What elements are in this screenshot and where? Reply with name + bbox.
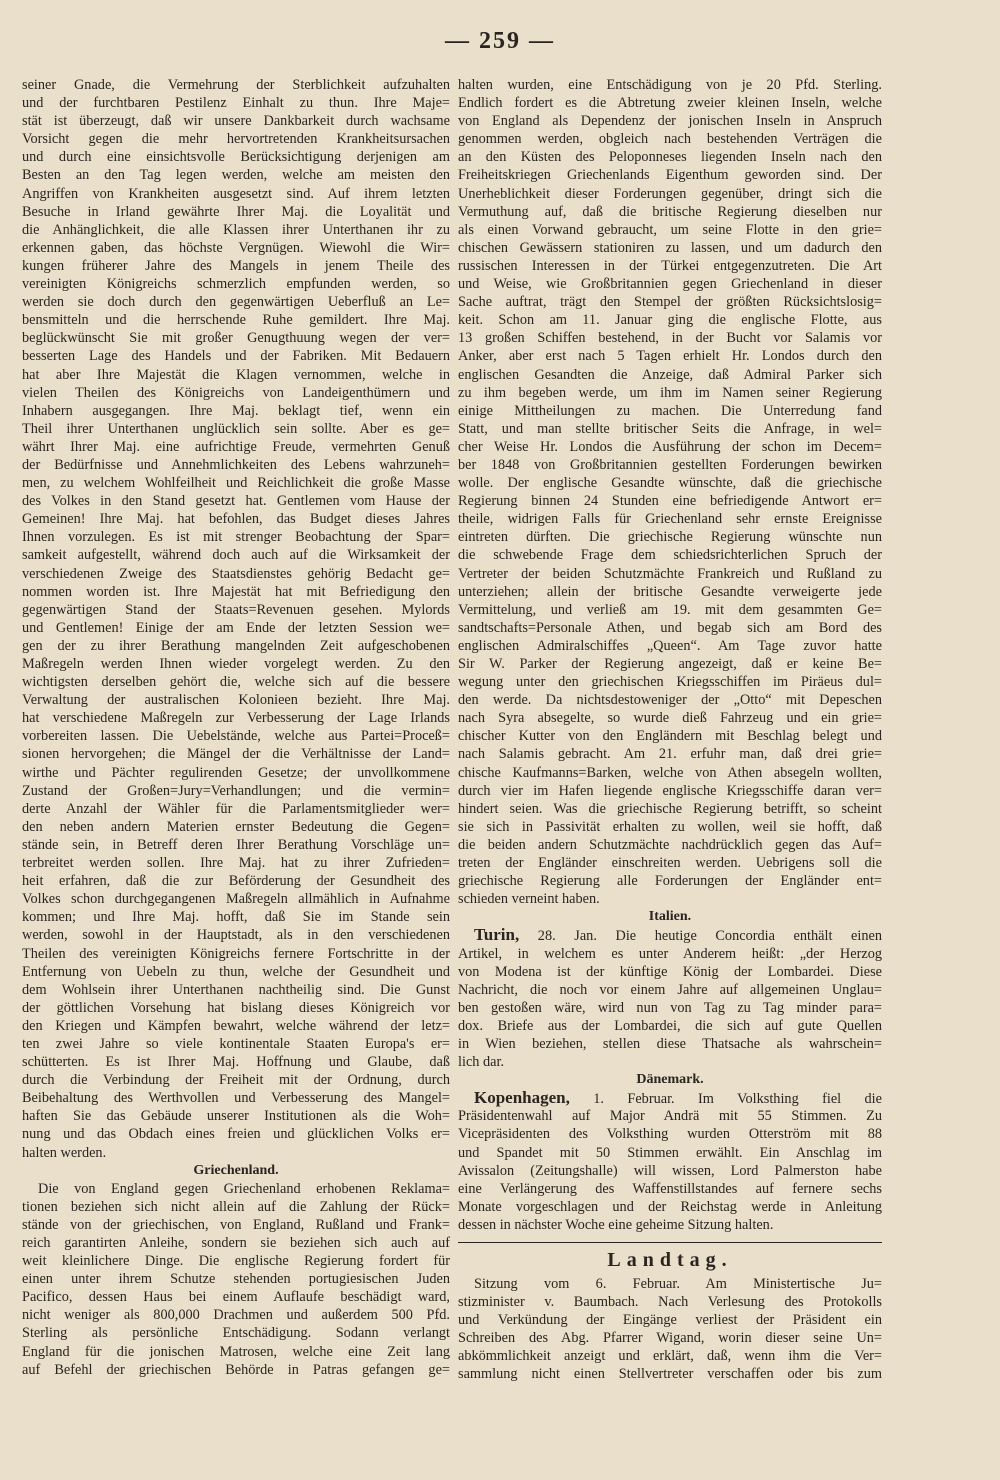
text-line — [22, 1071, 450, 1089]
line-text: Zustand der Großen=Jury=Verhandlungen; und die vermin= — [22, 782, 450, 799]
text-line — [22, 510, 450, 528]
dateline-place: Turin, — [474, 926, 520, 945]
text-line — [458, 384, 882, 402]
line-text: England für die jonischen Matrosen, welche eine Zeit lang — [22, 1343, 450, 1360]
line-text: Schreiben des Abg. Pfarrer Wigand, worin dieser seine Un= — [458, 1330, 882, 1347]
line-text: Avissalon (Zeitungshalle) will wissen, Lord Palmerston habe — [458, 1162, 882, 1179]
text-line — [22, 311, 450, 329]
line-text: verschiedenen Zweige des Staatsdienstes gehörig Bedacht ge= — [22, 565, 450, 582]
text-line — [458, 1216, 882, 1234]
line-text: die schwebende Frage dem schiedsrichterlichen Spruch der — [458, 547, 882, 564]
text-line — [22, 1234, 450, 1252]
line-text: währt Ihrer Maj. eine aufrichtige Freude, vermehrten Genuß — [22, 438, 450, 455]
text-line — [458, 528, 882, 546]
text-line — [458, 148, 882, 166]
line-text: einige Mittheilungen zu machen. Die Unterredung fand — [458, 402, 882, 419]
text-line — [22, 546, 450, 564]
text-line — [22, 727, 450, 745]
line-text: russischen Interessen in der Türkei entgegenzutreten. Die Art — [458, 257, 882, 274]
line-text: keit. Schon am 11. Januar ging die englische Flotte, aus — [458, 312, 882, 329]
line-text: abkömmlichkeit anzeigt und erklärt, daß, wenn ihm die Ver= — [458, 1348, 882, 1365]
line-text: vorbereiten lassen. Die Uebelstände, welche aus Partei=Proceß= — [22, 728, 450, 745]
section-title: Landtag. — [607, 1249, 733, 1271]
line-text: Verwaltung der australischen Kolonieen bezieht. Ihre Maj. — [22, 692, 450, 709]
left-column — [22, 76, 450, 1379]
text-line — [458, 709, 882, 727]
text-line — [22, 1324, 450, 1342]
text-line — [458, 836, 882, 854]
text-line — [22, 782, 450, 800]
line-text: von England als Dependenz der jonischen Inseln in Anspruch — [458, 113, 882, 130]
text-line — [22, 691, 450, 709]
line-text: Volkes schon durchgegangenen Maßregeln allmählich in Aufnahme — [22, 891, 450, 908]
text-line — [22, 257, 450, 275]
line-text: an den Küsten des Peloponneses liegenden Inseln nach den — [458, 149, 882, 166]
text-line — [22, 185, 450, 203]
line-text: dem Wohlsein ihrer Unterthanen nachtheilig sind. Die Gunst — [22, 981, 450, 998]
text-line — [458, 818, 882, 836]
line-text: besserten Lage des Handels und der Fabriken. Mit Bedauern — [22, 348, 450, 365]
text-line — [22, 1216, 450, 1234]
text-line — [458, 402, 882, 420]
text-line — [458, 1198, 882, 1216]
line-text: Vertreter der beiden Schutzmächte Frankreich und Rußland zu — [458, 565, 882, 582]
line-text: stände von der griechischen, von England, Rußland und Frank= — [22, 1216, 450, 1233]
line-text: wolle. Der englische Gesandte wünschte, daß die griechische — [458, 475, 882, 492]
line-text: Beibehaltung des Werthvollen und Verbesserung des Mangel= — [22, 1090, 450, 1107]
text-line — [22, 745, 450, 763]
line-text: schieden verneint haben. — [458, 891, 600, 908]
text-line — [22, 221, 450, 239]
text-line — [458, 239, 882, 257]
line-text: nach Salamis gebracht. Am 21. erfuhr man, daß drei grie= — [458, 746, 882, 763]
text-line — [458, 999, 882, 1017]
line-text: haften Sie das Gebäude unserer Institutionen als die Woh= — [22, 1108, 450, 1125]
text-line — [22, 818, 450, 836]
line-text: des Volkes in den Stand gesetzt hat. Gentlemen vom Hause der — [22, 493, 450, 510]
line-text: nach Syra absegelte, so wurde dieß Fahrzeug und ein grie= — [458, 710, 882, 727]
text-line — [22, 112, 450, 130]
line-text: wegung unter den griechischen Kriegsschiffen im Piräeus dul= — [458, 674, 882, 691]
line-text: der Bedürfnisse und Annehmlichkeiten des Lebens wahrzuneh= — [22, 456, 450, 473]
line-text: Präsidentenwahl auf Major Andrä mit 55 Stimmen. Zu — [458, 1108, 882, 1125]
text-line — [458, 1347, 882, 1365]
line-text: von Modena ist der künftige König der Lombardei. Diese — [458, 963, 882, 980]
text-line — [458, 854, 882, 872]
line-text: Theilen des vereinigten Königreichs fernere Fortschritte in der — [22, 945, 450, 962]
line-text: englischen Admiralschiffes „Queen“. Am Tage zuvor hatte — [458, 637, 882, 654]
text-line — [22, 619, 450, 637]
text-line — [458, 1329, 882, 1347]
text-line — [458, 673, 882, 691]
line-text: wirthe und Pächter regulirenden Gesetze; der unvollkommene — [22, 764, 450, 781]
text-line — [458, 1035, 882, 1053]
line-text: durch die Verbindung der Freiheit mit der Ordnung, durch — [22, 1072, 450, 1089]
line-text: werden, sowohl in der Hauptstadt, als in den verschiedenen — [22, 927, 450, 944]
text-line — [458, 1293, 882, 1311]
line-text: hat aber Ihre Majestät die Klagen vernommen, welche in — [22, 366, 450, 383]
text-line — [458, 1365, 882, 1383]
text-line — [458, 1107, 882, 1125]
text-line — [458, 637, 882, 655]
section-heading: Italien. — [648, 909, 692, 925]
line-text: Maßregeln werden Ihnen wieder vorgelegt werden. Zu den — [22, 656, 450, 672]
text-line — [22, 565, 450, 583]
text-line — [458, 311, 882, 329]
text-line — [22, 1053, 450, 1071]
text-line — [22, 601, 450, 619]
text-line — [22, 239, 450, 257]
text-line — [458, 926, 882, 944]
text-line — [22, 384, 450, 402]
text-line — [458, 890, 882, 908]
text-line — [458, 112, 882, 130]
line-text: schütterten. Es ist Ihrer Maj. Hoffnung und Glaube, daß — [22, 1054, 450, 1071]
line-text: den neben andern Materien ernster Bedeutung die Gegen= — [22, 818, 450, 835]
text-line — [22, 94, 450, 112]
text-line — [458, 329, 882, 347]
line-text: Inhabern ausgegangen. Ihre Maj. beklagt tief, wenn ein — [22, 402, 450, 419]
line-text: reich garantirten Anleihe, sondern sie beziehen sich auch auf — [22, 1235, 450, 1251]
text-line — [22, 130, 450, 148]
line-text: Ihnen vorzulegen. Es ist mit strenger Beobachtung der Spar= — [22, 529, 450, 546]
text-line — [22, 1144, 450, 1162]
text-line — [22, 203, 450, 221]
text-line — [22, 293, 450, 311]
text-line — [458, 347, 882, 365]
text-line — [458, 800, 882, 818]
line-text: Theil ihrer Unterthanen unglücklich sein sollte. Aber es ge= — [22, 420, 450, 437]
text-line — [458, 655, 882, 673]
line-text: Endlich fordert es die Abtretung zweier kleinen Inseln, welche — [458, 95, 882, 112]
line-text: Unerheblichkeit dieser Forderungen gegenüber, dringt sich die — [458, 185, 882, 202]
line-text: Besten an den Tag legen werden, welche am meisten den — [22, 167, 450, 184]
text-line — [458, 945, 882, 963]
text-line — [458, 1053, 882, 1071]
text-line — [22, 583, 450, 601]
text-line — [22, 673, 450, 691]
text-line — [22, 1125, 450, 1143]
text-line — [458, 221, 882, 239]
line-text: durch vier im Hafen liegende englische Kriegsschiffe daran ver= — [458, 782, 882, 799]
line-text: sandtschafts=Personale Athen, und begab sich am Bord des — [458, 619, 882, 636]
line-text: Monate vorgeschlagen und der Reichstag werde in Anleitung — [458, 1198, 882, 1215]
line-text: chischer Kutter von den Engländern mit Beschlag belegt und — [458, 728, 882, 745]
line-text: englischen Gesandten die Anzeige, daß Admiral Parker sich — [458, 366, 882, 383]
line-text: halten wurden, eine Entschädigung von je 20 Pfd. Sterling. — [458, 77, 882, 93]
line-text: sie sich in Passivität erhalten zu wollen, weil sie hofft, daß — [458, 818, 882, 835]
text-line — [458, 583, 882, 601]
text-line — [458, 492, 882, 510]
line-text: dox. Briefe aus der Lombardei, die sich auf gute Quellen — [458, 1017, 882, 1034]
text-line — [22, 76, 450, 94]
line-text: Besuche in Irland gewährte Ihrer Maj. die Loyalität und — [22, 203, 450, 220]
line-text: treten der Engländer einschreiten werden. Uebrigens soll die — [458, 855, 882, 872]
line-text: und Verkündung der Eingänge verliest der Präsident ein — [458, 1312, 882, 1329]
text-line — [22, 655, 450, 673]
text-line — [458, 872, 882, 890]
section-divider — [458, 1234, 882, 1243]
text-line — [458, 546, 882, 564]
line-text: chischen Gewässern stationiren zu lassen, und um dadurch den — [458, 239, 882, 256]
text-line — [458, 275, 882, 293]
line-text: Sache auftrat, trägt den Stempel der größten Rücksichtslosig= — [458, 294, 882, 311]
text-line — [22, 945, 450, 963]
line-text: halten werden. — [22, 1144, 107, 1161]
text-line — [22, 1089, 450, 1107]
line-text: ten zwei Jahre so viele kontinentale Staaten Europa's er= — [22, 1035, 450, 1052]
text-line — [458, 456, 882, 474]
text-line — [458, 203, 882, 221]
right-column — [458, 76, 882, 1384]
line-text: Die von England gegen Griechenland erhobenen Reklama= — [38, 1180, 450, 1197]
text-line — [458, 474, 882, 492]
text-line — [22, 800, 450, 818]
text-line — [458, 619, 882, 637]
text-line — [458, 963, 882, 981]
text-line — [458, 1162, 882, 1180]
text-line — [458, 420, 882, 438]
line-text: Entfernung von Uebeln zu thun, welche der Gesundheit und — [22, 963, 450, 980]
text-line — [458, 1275, 882, 1293]
text-line — [22, 963, 450, 981]
line-text: Regierung binnen 24 Stunden eine befriedigende Antwort er= — [458, 493, 882, 510]
line-text: stizminister v. Baumbach. Nach Verlesung des Protokolls — [458, 1294, 882, 1311]
text-line — [22, 1361, 450, 1379]
text-line — [22, 402, 450, 420]
text-line — [22, 999, 450, 1017]
line-text: dessen in nächster Woche eine geheime Sitzung halten. — [458, 1216, 774, 1233]
line-text: samkeit aufgestellt, während doch auch auf die Wirksamkeit der — [22, 547, 450, 564]
text-line — [458, 94, 882, 112]
text-line — [458, 293, 882, 311]
line-text: griechische Regierung alle Forderungen der Engländer ent= — [458, 873, 882, 890]
text-line — [22, 456, 450, 474]
line-text: Artikel, in welchem es unter Anderem heißt: „der Herzog — [458, 945, 882, 962]
text-line — [22, 764, 450, 782]
line-text: hindert seien. Was die griechische Regierung betrifft, so scheint — [458, 800, 882, 817]
line-text: Sterling als persönliche Entschädigung. Sodann verlangt — [22, 1325, 450, 1342]
text-line — [22, 166, 450, 184]
page-number: — 259 — — [445, 28, 555, 54]
text-line — [22, 366, 450, 384]
text-line — [22, 908, 450, 926]
line-text: der göttlichen Vorsehung hat bislang dieses Königreich vor — [22, 999, 450, 1016]
line-text: als einen Vorwand gebraucht, um seine Flotte in den grie= — [458, 221, 882, 238]
text-line — [22, 926, 450, 944]
line-text: Sir W. Parker der Regierung angezeigt, daß er keine Be= — [458, 656, 882, 672]
text-line — [22, 528, 450, 546]
text-line — [22, 347, 450, 365]
text-line — [22, 474, 450, 492]
text-line — [458, 510, 882, 528]
line-text: 1. Februar. Im Volksthing fiel die — [569, 1091, 882, 1108]
line-text: cher Weise Hr. Londos die Ausführung der schon im Decem= — [458, 438, 882, 455]
text-line — [458, 1144, 882, 1162]
section-heading: Griechenland. — [193, 1162, 279, 1178]
line-text: theile, widrigen Falls für Griechenland sehr ernste Ereignisse — [458, 511, 882, 528]
line-text: genommen werden, obgleich nach bestehenden Verträgen die — [458, 131, 882, 148]
text-line — [458, 1017, 882, 1035]
line-text: und Weise, wie Großbritannien gegen Griechenland in dieser — [458, 276, 882, 293]
line-text: einen unter ihrem Schutze stehenden portugiesischen Juden — [22, 1271, 450, 1288]
text-line — [22, 438, 450, 456]
line-text: kungen früherer Jahre des Mangels in jenem Theile des — [22, 257, 450, 274]
text-line — [458, 257, 882, 275]
line-text: eine Verlängerung des Waffenstillstandes auf fernere sechs — [458, 1180, 882, 1197]
text-line — [458, 1311, 882, 1329]
line-text: nicht weniger als 800,000 Drachmen und außerdem 500 Pfd. — [22, 1307, 450, 1324]
text-line — [22, 1306, 450, 1324]
text-line — [22, 981, 450, 999]
text-line — [22, 148, 450, 166]
line-text: ber 1848 von Großbritannien gestellten Forderungen bewirken — [458, 456, 882, 473]
line-text: stände sein, in Betreff deren Ihrer Berathung Vorschläge un= — [22, 836, 450, 853]
text-line — [458, 981, 882, 999]
text-line — [22, 637, 450, 655]
text-line — [22, 1035, 450, 1053]
line-text: die Anhänglichkeit, die alle Klassen ihrer Unterthanen ihr zu — [22, 221, 450, 238]
line-text: stät ist überzeugt, daß wir unsere Dankbarkeit durch wachsame — [22, 113, 450, 130]
line-text: hat verschiedene Maßregeln zur Verbesserung der Lage Irlands — [22, 710, 450, 727]
line-text: den werde. Da nichtsdestoweniger der „Otto“ mit Depeschen — [458, 692, 882, 709]
line-text: bensmitteln und die herrschende Ruhe gemildert. Ihre Maj. — [22, 312, 450, 329]
text-line — [22, 836, 450, 854]
line-text: Nachricht, die noch vor einem Jahre auf allgemeinen Unglau= — [458, 981, 882, 998]
text-line — [458, 76, 882, 94]
text-line — [22, 709, 450, 727]
text-line — [22, 872, 450, 890]
text-line — [458, 1089, 882, 1107]
line-text: vereinigten Königreichs schmerzlich empfunden werden, so — [22, 276, 450, 293]
text-line — [22, 1252, 450, 1270]
line-text: sionen hervorgehen; die Mängel der die Verhältnisse der Land= — [22, 746, 450, 763]
line-text: chische Kaufmanns=Barken, welche von Athen absegeln wollten, — [458, 764, 882, 781]
line-text: und durch eine einsichtsvolle Berücksichtigung derjenigen am — [22, 149, 450, 166]
line-text: tionen beziehen sich nicht allein auf die Zahlung der Rück= — [22, 1198, 450, 1215]
text-line — [458, 185, 882, 203]
line-text: die beiden andern Schutzmächte nachdrücklich gegen das Auf= — [458, 836, 882, 853]
line-text: Vermuthung auf, daß die britische Regierung dieselben nur — [458, 203, 882, 220]
line-text: auf Befehl der griechischen Behörde in Patras gefangen ge= — [22, 1361, 450, 1378]
line-text: in Wien beziehen, stellen diese Thatsache als wahrschein= — [458, 1035, 882, 1052]
line-text: werden sie doch durch den gegenwärtigen Ueberfluß an Le= — [22, 294, 450, 311]
section-heading: Dänemark. — [636, 1072, 704, 1088]
line-text: gegenwärtigen Stand der Staats=Revenuen gesehen. Mylords — [22, 601, 450, 618]
text-line — [22, 854, 450, 872]
line-text: terbreitet werden sollen. Ihre Maj. hat zu ihrer Zufrieden= — [22, 855, 450, 872]
line-text: zu ihm begeben werde, um ihm im Namen seiner Regierung — [458, 384, 882, 401]
line-text: eintreten dürften. Die griechische Regierung wünschte nun — [458, 529, 882, 546]
line-text: lich dar. — [458, 1054, 505, 1071]
line-text: Gemeinen! Ihre Maj. hat befohlen, das Budget dieses Jahres — [22, 511, 450, 528]
line-text: seiner Gnade, die Vermehrung der Sterblichkeit aufzuhalten — [22, 77, 450, 93]
line-text: Pacifico, dessen Haus bei einem Auflaufe beschädigt ward, — [22, 1289, 450, 1306]
text-line — [22, 1107, 450, 1125]
line-text: men, zu welchem Wohlfeilheit und Reichlichkeit die große Masse — [22, 475, 450, 492]
text-line — [458, 166, 882, 184]
text-line — [458, 1125, 882, 1143]
line-text: Vermittelung, und verließ am 19. mit dem gesammten Ge= — [458, 601, 882, 618]
line-text: beglückwünscht Sie mit großer Genugthuung wegen der ver= — [22, 330, 450, 347]
line-text: derte Anzahl der Wähler für die Parlamentsmitglieder wer= — [22, 800, 450, 817]
text-line — [22, 890, 450, 908]
line-text: heit erfahren, daß die zur Beförderung der Gesundheit des — [22, 873, 450, 890]
line-text: Vicepräsidenten des Volksthing wurden Otterström mit 88 — [458, 1126, 882, 1143]
line-text: Anker, aber erst nach 5 Tagen erhielt Hr. Londos durch den — [458, 348, 882, 365]
text-line — [22, 1017, 450, 1035]
text-line — [458, 565, 882, 583]
line-text: Vorsicht gegen die mehr hervortretenden Krankheitsursachen — [22, 131, 450, 148]
line-text: und Spandet mit 50 Stimmen erwählt. Ein Anschlag im — [458, 1144, 882, 1161]
text-line — [22, 275, 450, 293]
line-text: wichtigsten derselben gehört die, welche sich auf die bessere — [22, 674, 450, 691]
text-line — [458, 601, 882, 619]
line-text: Sitzung vom 6. Februar. Am Ministertische Ju= — [474, 1276, 882, 1292]
line-text: weit kleinlichere Dinge. Die englische Regierung fordert für — [22, 1253, 450, 1270]
text-line — [458, 366, 882, 384]
text-line — [458, 130, 882, 148]
line-text: nommen worden ist. Ihre Majestät hat mit Befriedigung den — [22, 583, 450, 600]
line-text: vielen Theilen des Königreichs von Landeigenthümern und — [22, 384, 450, 401]
text-line — [22, 420, 450, 438]
line-text: und der furchtbaren Pestilenz Einhalt zu thun. Ihre Maje= — [22, 95, 450, 112]
line-text: unterziehen; allein der britische Gesandte verweigerte jede — [458, 583, 882, 600]
line-text: kommen; und Ihre Maj. hofft, daß Sie im Stande sein — [22, 909, 450, 926]
line-text: und Gentlemen! Einige der am Ende der letzten Session we= — [22, 619, 450, 636]
text-line — [22, 1343, 450, 1361]
text-line — [22, 1180, 450, 1198]
line-text: sammlung nicht einen Stellvertreter verschaffen oder bis zum — [458, 1366, 882, 1383]
text-line — [22, 1288, 450, 1306]
line-text: 13 großen Schiffen bestehend, in der Bucht vor Salamis vor — [458, 330, 882, 347]
text-line — [458, 782, 882, 800]
text-line — [458, 691, 882, 709]
dateline-place: Kopenhagen, — [474, 1089, 570, 1108]
text-line — [458, 1180, 882, 1198]
line-text: 28. Jan. Die heutige Concordia enthält einen — [519, 928, 882, 945]
text-line — [458, 438, 882, 456]
line-text: ben gestoßen wäre, wird nun von Tag zu Tag minder para= — [458, 999, 882, 1016]
line-text: gen der zu ihrer Berathung mangelnden Zeit aufgeschobenen — [22, 637, 450, 654]
text-line — [22, 329, 450, 347]
line-text: erkennen gaben, das höchste Vergnügen. Wiewohl die Wir= — [22, 239, 450, 256]
text-line — [458, 727, 882, 745]
text-line — [22, 1270, 450, 1288]
line-text: den Kriegen und Kämpfen bewahrt, welche während der letz= — [22, 1017, 450, 1034]
text-line — [458, 745, 882, 763]
text-line — [458, 764, 882, 782]
line-text: Statt, und man stellte britischer Seits die Anfrage, in wel= — [458, 420, 882, 437]
text-line — [22, 1198, 450, 1216]
line-text: nung und das Obdach eines freien und glücklichen Volks er= — [22, 1126, 450, 1143]
line-text: Angriffen von Krankheiten ausgesetzt sind. Auf ihrem letzten — [22, 185, 450, 202]
text-line — [22, 492, 450, 510]
line-text: Freiheitskriegen Griechenlands Eigenthum geworden sind. Der — [458, 167, 882, 184]
